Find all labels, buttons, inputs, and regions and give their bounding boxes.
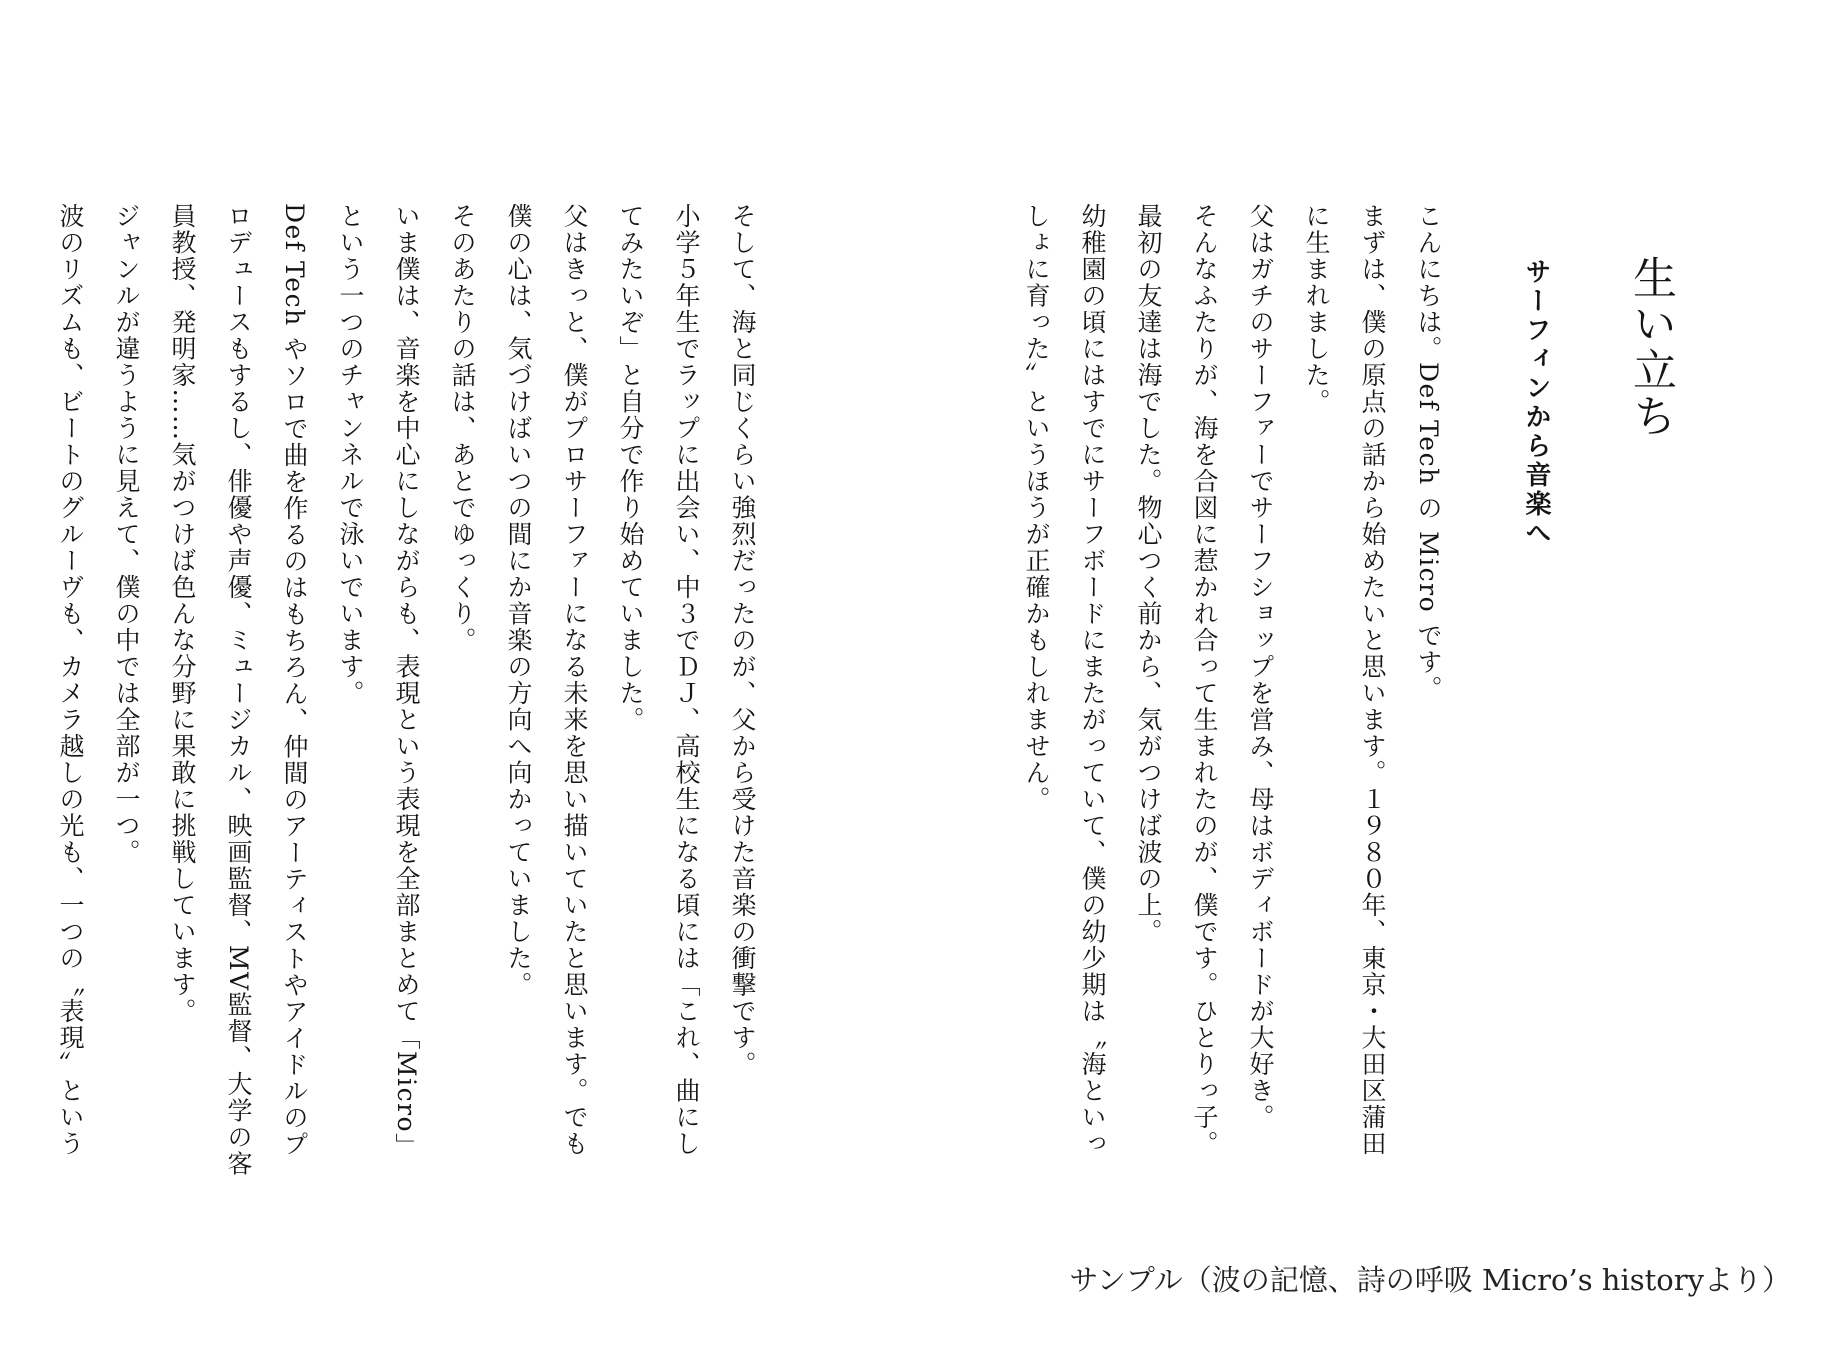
text-line: ロデュースもするし、俳優や声優、ミュージカル、映画監督、MV監督、大学の客 <box>224 203 253 1178</box>
text-line: てみたいぞ」と自分で作り始めていました。 <box>616 203 645 733</box>
text-line: いま僕は、音楽を中心にしながらも、表現という表現を全部まとめて「Micro」 <box>392 203 421 1160</box>
section-one-text <box>1008 203 1456 1157</box>
text-line: しょに育った〟というほうが正確かもしれません。 <box>1022 203 1051 813</box>
text-line: に生まれました。 <box>1302 203 1331 415</box>
text-line: 僕の心は、気づけばいつの間にか音楽の方向へ向かっていました。 <box>504 203 533 998</box>
text-line: 員教授、発明家……気がつけば色んな分野に果敢に挑戦しています。 <box>168 203 197 1025</box>
text-line: こんにちは。Def Tech の Micro です。 <box>1414 203 1443 703</box>
text-line: 父はガチのサーファーでサーフショップを営み、母はボディボードが大好き。 <box>1246 203 1275 1131</box>
text-line: まずは、僕の原点の話から始めたいと思います。１９８０年、東京・大田区蒲田 <box>1358 203 1387 1157</box>
text-line: 小学５年生でラップに出会い、中３でＤＪ、高校生になる頃には「これ、曲にし <box>672 203 701 1157</box>
text-line: 波のリズムも、ビートのグルーヴも、カメラ越しの光も、一つの〝表現〟という <box>56 203 85 1157</box>
text-line: ジャンルが違うように見えて、僕の中では全部が一つ。 <box>112 203 141 866</box>
text-line: そんなふたりが、海を合図に惹かれ合って生まれたのが、僕です。ひとりっ子。 <box>1190 203 1219 1157</box>
text-line: 父はきっと、僕がプロサーファーになる未来を思い描いていたと思います。でも <box>560 203 589 1157</box>
text-line: 最初の友達は海でした。物心つく前から、気がつけば波の上。 <box>1134 203 1163 945</box>
text-line: 幼稚園の頃にはすでにサーフボードにまたがっていて、僕の幼少期は〝海といっ <box>1078 203 1107 1157</box>
text-line: そして、海と同じくらい強烈だったのが、父から受けた音楽の衝撃です。 <box>728 203 757 1078</box>
chapter-title: 生い立ち <box>1625 255 1676 439</box>
text-line: という一つのチャンネルで泳いでいます。 <box>336 203 365 707</box>
text-line: そのあたりの話は、あとでゆっくり。 <box>448 203 477 654</box>
section-two-text <box>42 203 770 1177</box>
chapter-subtitle: サーフィンから音楽へ <box>1521 258 1551 548</box>
sample-caption: サンプル（波の記憶、詩の呼吸 Micro’s historyより） <box>1069 1263 1791 1297</box>
text-line: Def Tech やソロで曲を作るのはもちろん、仲間のアーティストやアイドルのプ <box>280 203 309 1158</box>
